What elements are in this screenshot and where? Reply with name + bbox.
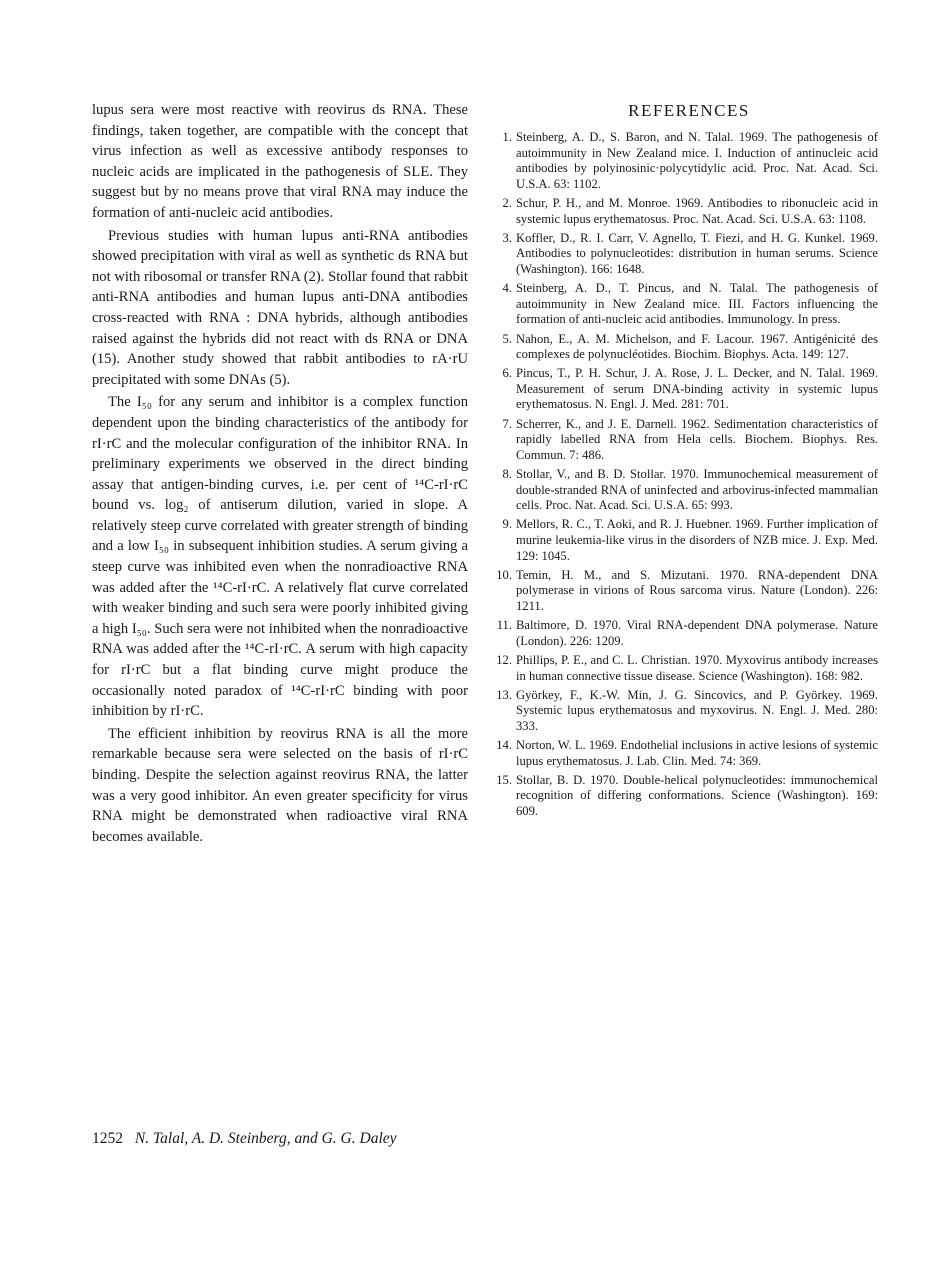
reference-number: 9. [502,517,512,532]
running-authors: N. Talal, A. D. Steinberg, and G. G. Daley [134,1130,397,1147]
reference-text: Temin, H. M., and S. Mizutani. 1970. RNA-dependent DNA polymerase in virions of Rous sarcoma virus. Nature (London). 226: 1211. [516,567,878,613]
reference-item [496,772,878,820]
reference-item [500,196,878,227]
reference-number: 14. [496,738,512,753]
reference-number: 7. [502,416,512,431]
reference-item [496,687,878,735]
reference-number: 6. [502,366,512,381]
reference-item [500,517,878,564]
reference-item [496,652,878,684]
reference-number: 5. [502,331,512,346]
reference-text: Schur, P. H., and M. Monroe. 1969. Antibodies to ribonucleic acid in systemic lupus erythematosus. Proc. Nat. Acad. Sci. U.S.A. 63: 1108. [516,195,878,226]
reference-item [500,332,878,363]
reference-item [500,366,878,413]
body-text-column [92,100,468,847]
reference-item [496,567,878,615]
reference-text: Norton, W. L. 1969. Endothelial inclusions in active lesions of systemic lupus erythematosus. J. Lab. Clin. Med. 74: 369. [516,738,878,768]
body-paragraph-4: The efficient inhibition by reovirus RNA is all the more remarkable because sera were selected on the basis of rI·rC binding. Despite the selection against reovirus RNA, the latter was a very good inhibitor. An even greater specificity for virus RNA might be demonstrated when radioactive viral RNA becomes available. [92,725,468,845]
page-footer [92,1130,397,1148]
reference-text: Stollar, B. D. 1970. Double-helical polynucleotides: immunochemical recognition of differing conformations. Science (Washington). 169: 609. [516,772,878,819]
reference-item [500,231,878,278]
reference-text: Györkey, F., K.-W. Min, J. G. Sincovics, and P. Györkey. 1969. Systemic lupus erythematosus and myxovirus. N. Engl. J. Med. 280: 333. [516,687,878,733]
reference-number: 3. [502,230,512,245]
reference-number: 10. [496,567,512,582]
reference-item [500,417,878,464]
reference-number: 11. [496,618,512,633]
reference-text: Mellors, R. C., T. Aoki, and R. J. Huebner. 1969. Further implication of murine leukemia-like virus in the disorders of NZB mice. J. Exp. Med. 129: 1045. [516,517,878,563]
reference-number: 15. [496,772,512,787]
reference-item [496,738,878,769]
page-number: 1252 [92,1130,123,1147]
reference-text: Scherrer, K., and J. E. Darnell. 1962. Sedimentation characteristics of rapidly labelled RNA from Hela cells. Biochem. Biophys. Res. Commun. 7: 486. [516,416,878,462]
reference-text: Steinberg, A. D., S. Baron, and N. Talal. 1969. The pathogenesis of autoimmunity in New Zealand mice. I. Induction of antinucleic acid antibodies by polyinosinic·polycytidylic acid. Proc. Nat. Acad. Sci. U.S.A. 63: 1102. [516,130,878,191]
reference-number: 2. [502,195,512,210]
reference-number: 4. [502,281,512,296]
reference-item [500,467,878,514]
reference-text: Phillips, P. E., and C. L. Christian. 1970. Myxovirus antibody increases in human connective tissue disease. Science (Washington). 168: 982. [516,652,878,683]
references-list [496,130,878,820]
reference-number: 8. [502,467,512,482]
references-section [496,100,878,823]
reference-text: Stollar, V., and B. D. Stollar. 1970. Immunochemical measurement of double-stranded RNA of uninfected and arbovirus-infected mammalian cells. Proc. Nat. Acad. Sci. U.S.A. 65: 993. [516,467,878,513]
reference-text: Pincus, T., P. H. Schur, J. A. Rose, J. L. Decker, and N. Talal. 1969. Measurement of serum DNA-binding activity in systemic lupus erythematosus. N. Engl. J. Med. 281: 701. [516,366,878,412]
body-paragraph-2: Previous studies with human lupus anti-RNA antibodies showed precipitation with viral as well as synthetic ds RNA but not with ribosomal or transfer RNA (2). Stollar found that rabbit anti-RNA antibodies and human lupus anti-DNA antibodies cross-reacted with RNA : DNA hybrids, although antibodies raised against the hybrids did not react with ds RNA or DNA (15). Another study showed that rabbit antibodies to rA·rU precipitated with some DNAs (5). [92,227,468,388]
reference-text: Nahon, E., A. M. Michelson, and F. Lacour. 1967. Antigénicité des complexes de polynucléotides. Biochim. Biophys. Acta. 149: 127. [516,331,878,362]
reference-text: Steinberg, A. D., T. Pincus, and N. Talal. The pathogenesis of autoimmunity in New Zealand mice. III. Factors influencing the formation of anti-nucleic acid antibodies. Immunology. In press. [516,281,878,327]
body-paragraph-3: The I₅₀ for any serum and inhibitor is a complex function dependent upon the binding characteristics of the antibody for rI·rC and the molecular configuration of the inhibitor RNA. In preliminary experiments we observed in the direct binding assay that antigen-binding curves, i.e. per cent of ¹⁴C-rI·rC bound vs. log₂ of antiserum dilution, varied in slope. A relatively steep curve correlated with greater strength of binding and a low I₅₀ in subsequent inhibition studies. A serum giving a steep curve was inhibited even when the nonradioactive RNA was added after the ¹⁴C-rI·rC. A relatively flat curve correlated with weaker binding and such sera were poorly inhibited giving a high I₅₀. Such sera were not inhibited when the nonradioactive RNA was added after the ¹⁴C-rI·rC. A serum with high capacity for rI·rC but a flat binding curve might produce the occasionally noted paradox of ¹⁴C-rI·rC binding with poor inhibition by rI·rC. [92,394,468,720]
reference-item [500,130,878,192]
body-paragraph-1: lupus sera were most reactive with reovirus ds RNA. These findings, taken together, are compatible with the concept that virus infection as well as excessive antibody responses to nucleic acids are implicated in the pathogenesis of SLE. They suggest but by no means prove that viral RNA may induce the formation of anti-nucleic acid antibodies. [92,102,468,221]
reference-text: Baltimore, D. 1970. Viral RNA-dependent DNA polymerase. Nature (London). 226: 1209. [516,618,878,648]
reference-number: 12. [496,652,512,667]
reference-item [500,281,878,328]
reference-number: 13. [496,687,512,702]
references-heading: REFERENCES [628,101,750,120]
reference-item [496,618,878,649]
reference-text: Koffler, D., R. I. Carr, V. Agnello, T. Fiezi, and H. G. Kunkel. 1969. Antibodies to polynucleotides: distribution in human serums. Science (Washington). 166: 1648. [516,230,878,276]
reference-number: 1. [502,130,512,144]
